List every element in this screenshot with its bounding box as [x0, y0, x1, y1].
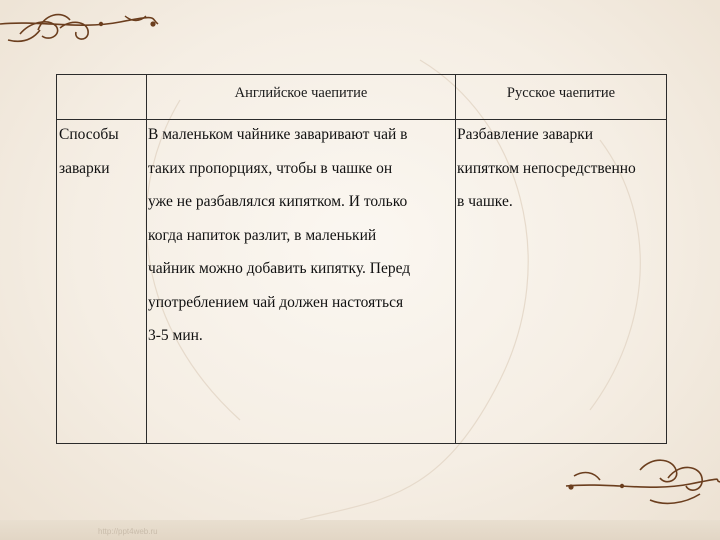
header-russian-tea: Русское чаепитие [506, 85, 616, 101]
watermark-text: http://ppt4web.ru [98, 527, 158, 536]
top-left-ornament-dot [150, 21, 155, 26]
bottom-right-swirl-ornament [566, 460, 720, 503]
column-divider [146, 75, 147, 443]
column-divider [455, 75, 456, 443]
header-english-tea: Английское чаепитие [234, 85, 368, 101]
bottom-right-ornament-dot [620, 484, 624, 488]
top-left-ornament-dot [99, 22, 103, 26]
comparison-table [56, 74, 667, 444]
row-label-brewing-methods: Способы заварки [59, 126, 119, 177]
cell-russian-brewing: Разбавление заварки кипятком непосредственно в чашке. [457, 126, 636, 210]
cell-english-brewing: В маленьком чайнике заваривают чай в таких пропорциях, чтобы в чашке он уже не разбавлялся кипятком. И только когда напиток разлит, в маленький чайник можно добавить кипятку. Перед употреблением чай должен настояться 3-5 мин. [148, 126, 411, 344]
top-left-swirl-ornament [0, 15, 158, 42]
bottom-right-ornament-dot [568, 484, 573, 489]
